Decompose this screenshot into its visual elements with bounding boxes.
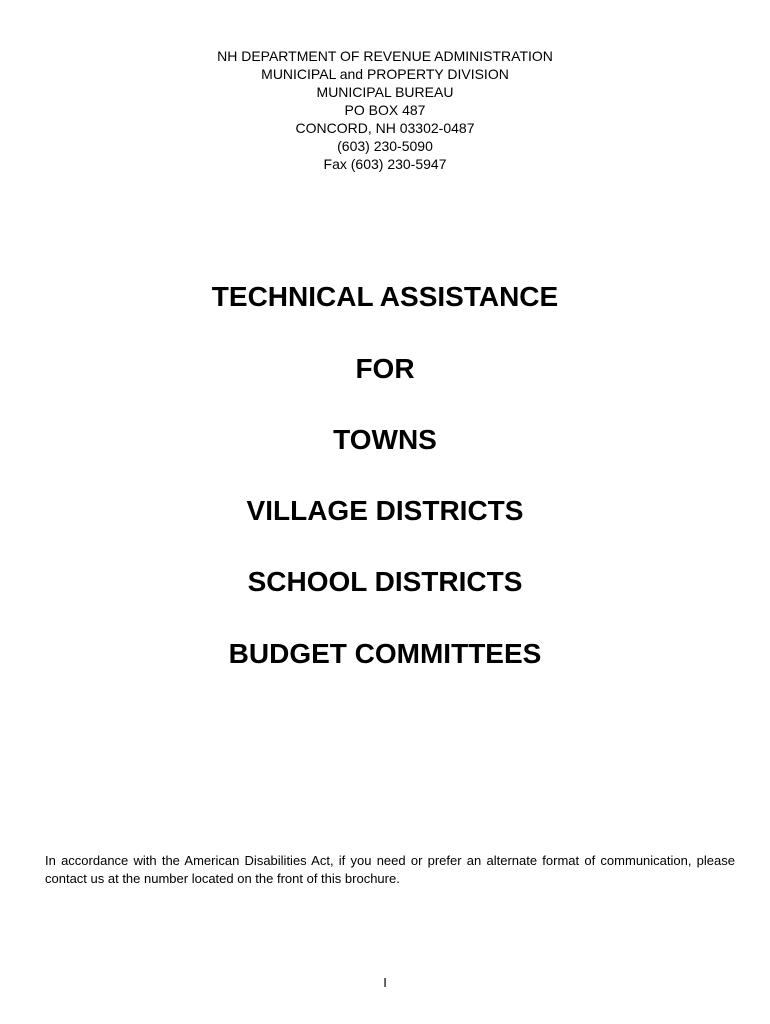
agency-header bbox=[0, 47, 770, 173]
header-line-phone: (603) 230-5090 bbox=[337, 138, 433, 154]
header-line-city: CONCORD, NH 03302-0487 bbox=[295, 120, 475, 136]
header-line-po-box: PO BOX 487 bbox=[344, 102, 426, 118]
header-line-fax: Fax (603) 230-5947 bbox=[323, 156, 447, 172]
header-line-division: MUNICIPAL and PROPERTY DIVISION bbox=[261, 66, 509, 82]
header-line-bureau: MUNICIPAL BUREAU bbox=[316, 84, 454, 100]
page-number: I bbox=[383, 975, 387, 990]
title-village-districts: VILLAGE DISTRICTS bbox=[246, 495, 524, 526]
title-budget-committees: BUDGET COMMITTEES bbox=[228, 638, 542, 669]
ada-notice: In accordance with the American Disabilities Act, if you need or prefer an alternate format of communication, please contact us at the number located on the front of this brochure. bbox=[45, 853, 735, 886]
title-technical-assistance: TECHNICAL ASSISTANCE bbox=[211, 281, 559, 312]
title-for: FOR bbox=[355, 353, 415, 384]
header-line-department: NH DEPARTMENT OF REVENUE ADMINISTRATION bbox=[217, 48, 553, 64]
title-school-districts: SCHOOL DISTRICTS bbox=[247, 566, 523, 597]
title-towns: TOWNS bbox=[333, 424, 437, 455]
